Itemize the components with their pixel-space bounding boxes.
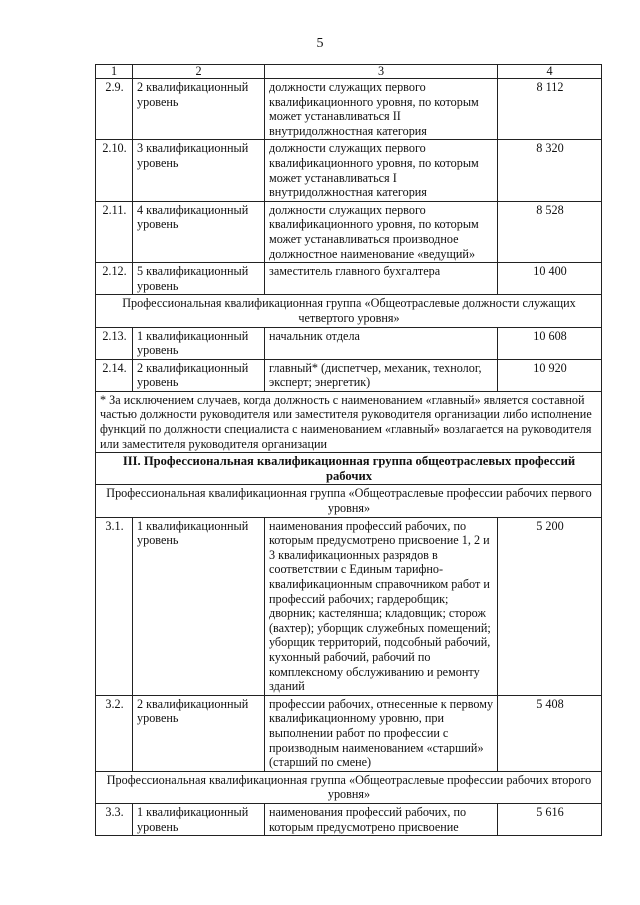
row-number: 2.13. xyxy=(96,327,133,359)
salary-table xyxy=(95,64,602,836)
positions-description: должности служащих первого квалификационного уровня, по которым может устанавливаться производное должностное наименование «ведущий» xyxy=(265,201,498,262)
row-number: 2.12. xyxy=(96,263,133,295)
salary-value: 10 608 xyxy=(498,327,602,359)
qualification-level: 1 квалификационный уровень xyxy=(133,327,265,359)
salary-value: 5 200 xyxy=(498,517,602,695)
row-number: 3.1. xyxy=(96,517,133,695)
salary-value: 5 616 xyxy=(498,803,602,835)
qualification-level: 5 квалификационный уровень xyxy=(133,263,265,295)
row-number: 2.10. xyxy=(96,140,133,201)
salary-value: 10 920 xyxy=(498,359,602,391)
qualification-level: 1 квалификационный уровень xyxy=(133,803,265,835)
salary-value: 10 400 xyxy=(498,263,602,295)
group-heading-row xyxy=(96,771,602,803)
qualification-level: 2 квалификационный уровень xyxy=(133,79,265,140)
qualification-level: 4 квалификационный уровень xyxy=(133,201,265,262)
table-row xyxy=(96,517,602,695)
row-number: 2.11. xyxy=(96,201,133,262)
salary-value: 8 528 xyxy=(498,201,602,262)
positions-description: наименования профессий рабочих, по которым предусмотрено присвоение 1, 2 и 3 квалификационных разрядов в соответствии с Единым тарифно-квалификационным справочником работ и профессий рабочих; гардеробщик; дворник; кастелянша; кладовщик; сторож (вахтер); уборщик служебных помещений; уборщик территорий, подсобный рабочий, кухонный рабочий, рабочий по комплексному обслуживанию и ремонту зданий xyxy=(265,517,498,695)
table-row xyxy=(96,803,602,835)
group-heading: Профессиональная квалификационная группа «Общеотраслевые профессии рабочих второго уровня» xyxy=(96,771,602,803)
table-row xyxy=(96,695,602,771)
column-number: 3 xyxy=(265,65,498,79)
row-number: 3.2. xyxy=(96,695,133,771)
qualification-level: 1 квалификационный уровень xyxy=(133,517,265,695)
column-number: 1 xyxy=(96,65,133,79)
salary-value: 8 320 xyxy=(498,140,602,201)
table-row xyxy=(96,201,602,262)
row-number: 3.3. xyxy=(96,803,133,835)
row-number: 2.9. xyxy=(96,79,133,140)
positions-description: должности служащих первого квалификационного уровня, по которым может устанавливаться II внутридолжностная категория xyxy=(265,79,498,140)
positions-description: наименования профессий рабочих, по которым предусмотрено присвоение xyxy=(265,803,498,835)
positions-description: начальник отдела xyxy=(265,327,498,359)
page-number: 5 xyxy=(316,36,324,51)
table-row xyxy=(96,79,602,140)
table-row xyxy=(96,263,602,295)
group-heading-row xyxy=(96,485,602,517)
column-number-row xyxy=(96,65,602,79)
footnote-row xyxy=(96,391,602,452)
footnote: * За исключением случаев, когда должность с наименованием «главный» является составной частью должности руководителя или заместителя руководителя организации либо исполнение функций по должности специалиста с наименованием «главный» возлагается на руководителя или заместителя руководителя организации xyxy=(96,391,602,452)
salary-value: 8 112 xyxy=(498,79,602,140)
row-number: 2.14. xyxy=(96,359,133,391)
qualification-level: 2 квалификационный уровень xyxy=(133,359,265,391)
group-heading-row xyxy=(96,295,602,327)
table-row xyxy=(96,359,602,391)
positions-description: профессии рабочих, отнесенные к первому квалификационному уровню, при выполнении работ по профессии с производным наименованием «старший» (старший по смене) xyxy=(265,695,498,771)
column-number: 2 xyxy=(133,65,265,79)
qualification-level: 2 квалификационный уровень xyxy=(133,695,265,771)
section-heading-row xyxy=(96,453,602,485)
section-heading: III. Профессиональная квалификационная группа общеотраслевых профессий рабочих xyxy=(96,453,602,485)
positions-description: должности служащих первого квалификационного уровня, по которым может устанавливаться I внутридолжностная категория xyxy=(265,140,498,201)
qualification-level: 3 квалификационный уровень xyxy=(133,140,265,201)
column-number: 4 xyxy=(498,65,602,79)
group-heading: Профессиональная квалификационная группа «Общеотраслевые должности служащих четвертого уровня» xyxy=(96,295,602,327)
positions-description: заместитель главного бухгалтера xyxy=(265,263,498,295)
table-row xyxy=(96,327,602,359)
positions-description: главный* (диспетчер, механик, технолог, эксперт; энергетик) xyxy=(265,359,498,391)
salary-value: 5 408 xyxy=(498,695,602,771)
table-row xyxy=(96,140,602,201)
group-heading: Профессиональная квалификационная группа «Общеотраслевые профессии рабочих первого уровня» xyxy=(96,485,602,517)
